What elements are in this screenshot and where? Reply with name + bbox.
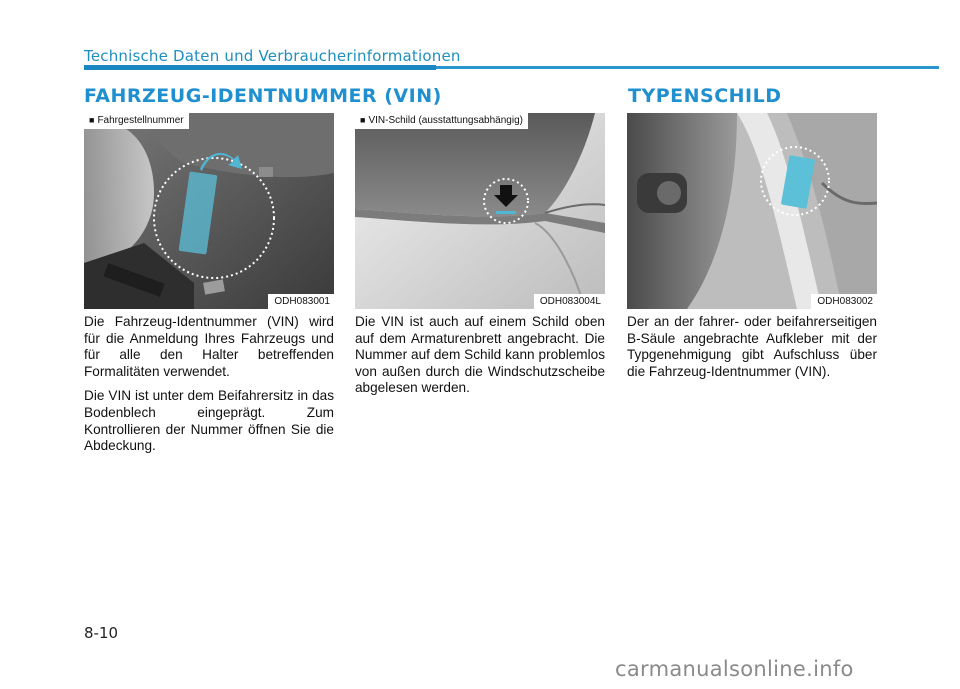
figure-caption: ■ VIN-Schild (ausstattungsabhängig)	[355, 113, 528, 129]
page-number: 8-10	[84, 624, 119, 642]
figure-code: ODH083004L	[534, 294, 605, 309]
figure-vin-dashboard	[355, 113, 605, 309]
figure-caption-text: Fahrgestellnummer	[97, 115, 184, 126]
illustration-windshield	[355, 113, 605, 309]
chapter-header: Technische Daten und Verbraucherinformationen	[84, 47, 461, 65]
column-type-plate-text	[627, 314, 877, 388]
figure-code: ODH083002	[811, 294, 877, 309]
watermark: carmanualsonline.info	[615, 657, 854, 681]
section-title-vin: FAHRZEUG-IDENTNUMMER (VIN)	[84, 85, 442, 107]
figure-vin-floor	[84, 113, 334, 309]
figure-caption-text: VIN-Schild (ausstattungsabhängig)	[368, 115, 523, 126]
figure-code: ODH083001	[268, 294, 334, 309]
illustration-seat-floor	[84, 113, 334, 309]
paragraph: Die VIN ist auch auf einem Schild oben auf dem Armaturenbrett angebracht. Die Nummer auf dem Schild kann problemlos von außen durch die Windschutzscheibe abgelesen werden.	[355, 314, 605, 396]
paragraph: Die VIN ist unter dem Beifahrersitz in das Bodenblech eingeprägt. Zum Kontrollieren der Nummer öffnen Sie die Abdeckung.	[84, 388, 334, 454]
paragraph: Die Fahrzeug-Identnummer (VIN) wird für die Anmeldung Ihres Fahrzeugs und für alle den Halter betreffenden Formalitäten verwendet.	[84, 314, 334, 379]
section-title-type-plate: TYPENSCHILD	[628, 85, 782, 107]
column-dashboard-text	[355, 314, 605, 405]
header-rule-accent	[84, 65, 436, 70]
column-vin-text	[84, 314, 334, 463]
figure-caption: ■ Fahrgestellnummer	[84, 113, 189, 129]
illustration-b-pillar	[627, 113, 877, 309]
paragraph: Der an der fahrer- oder beifahrerseitigen B-Säule angebrachte Aufkleber mit der Typgenehmigung gibt Aufschluss über die Fahrzeug-Identnummer (VIN).	[627, 314, 877, 379]
figure-type-plate	[627, 113, 877, 309]
